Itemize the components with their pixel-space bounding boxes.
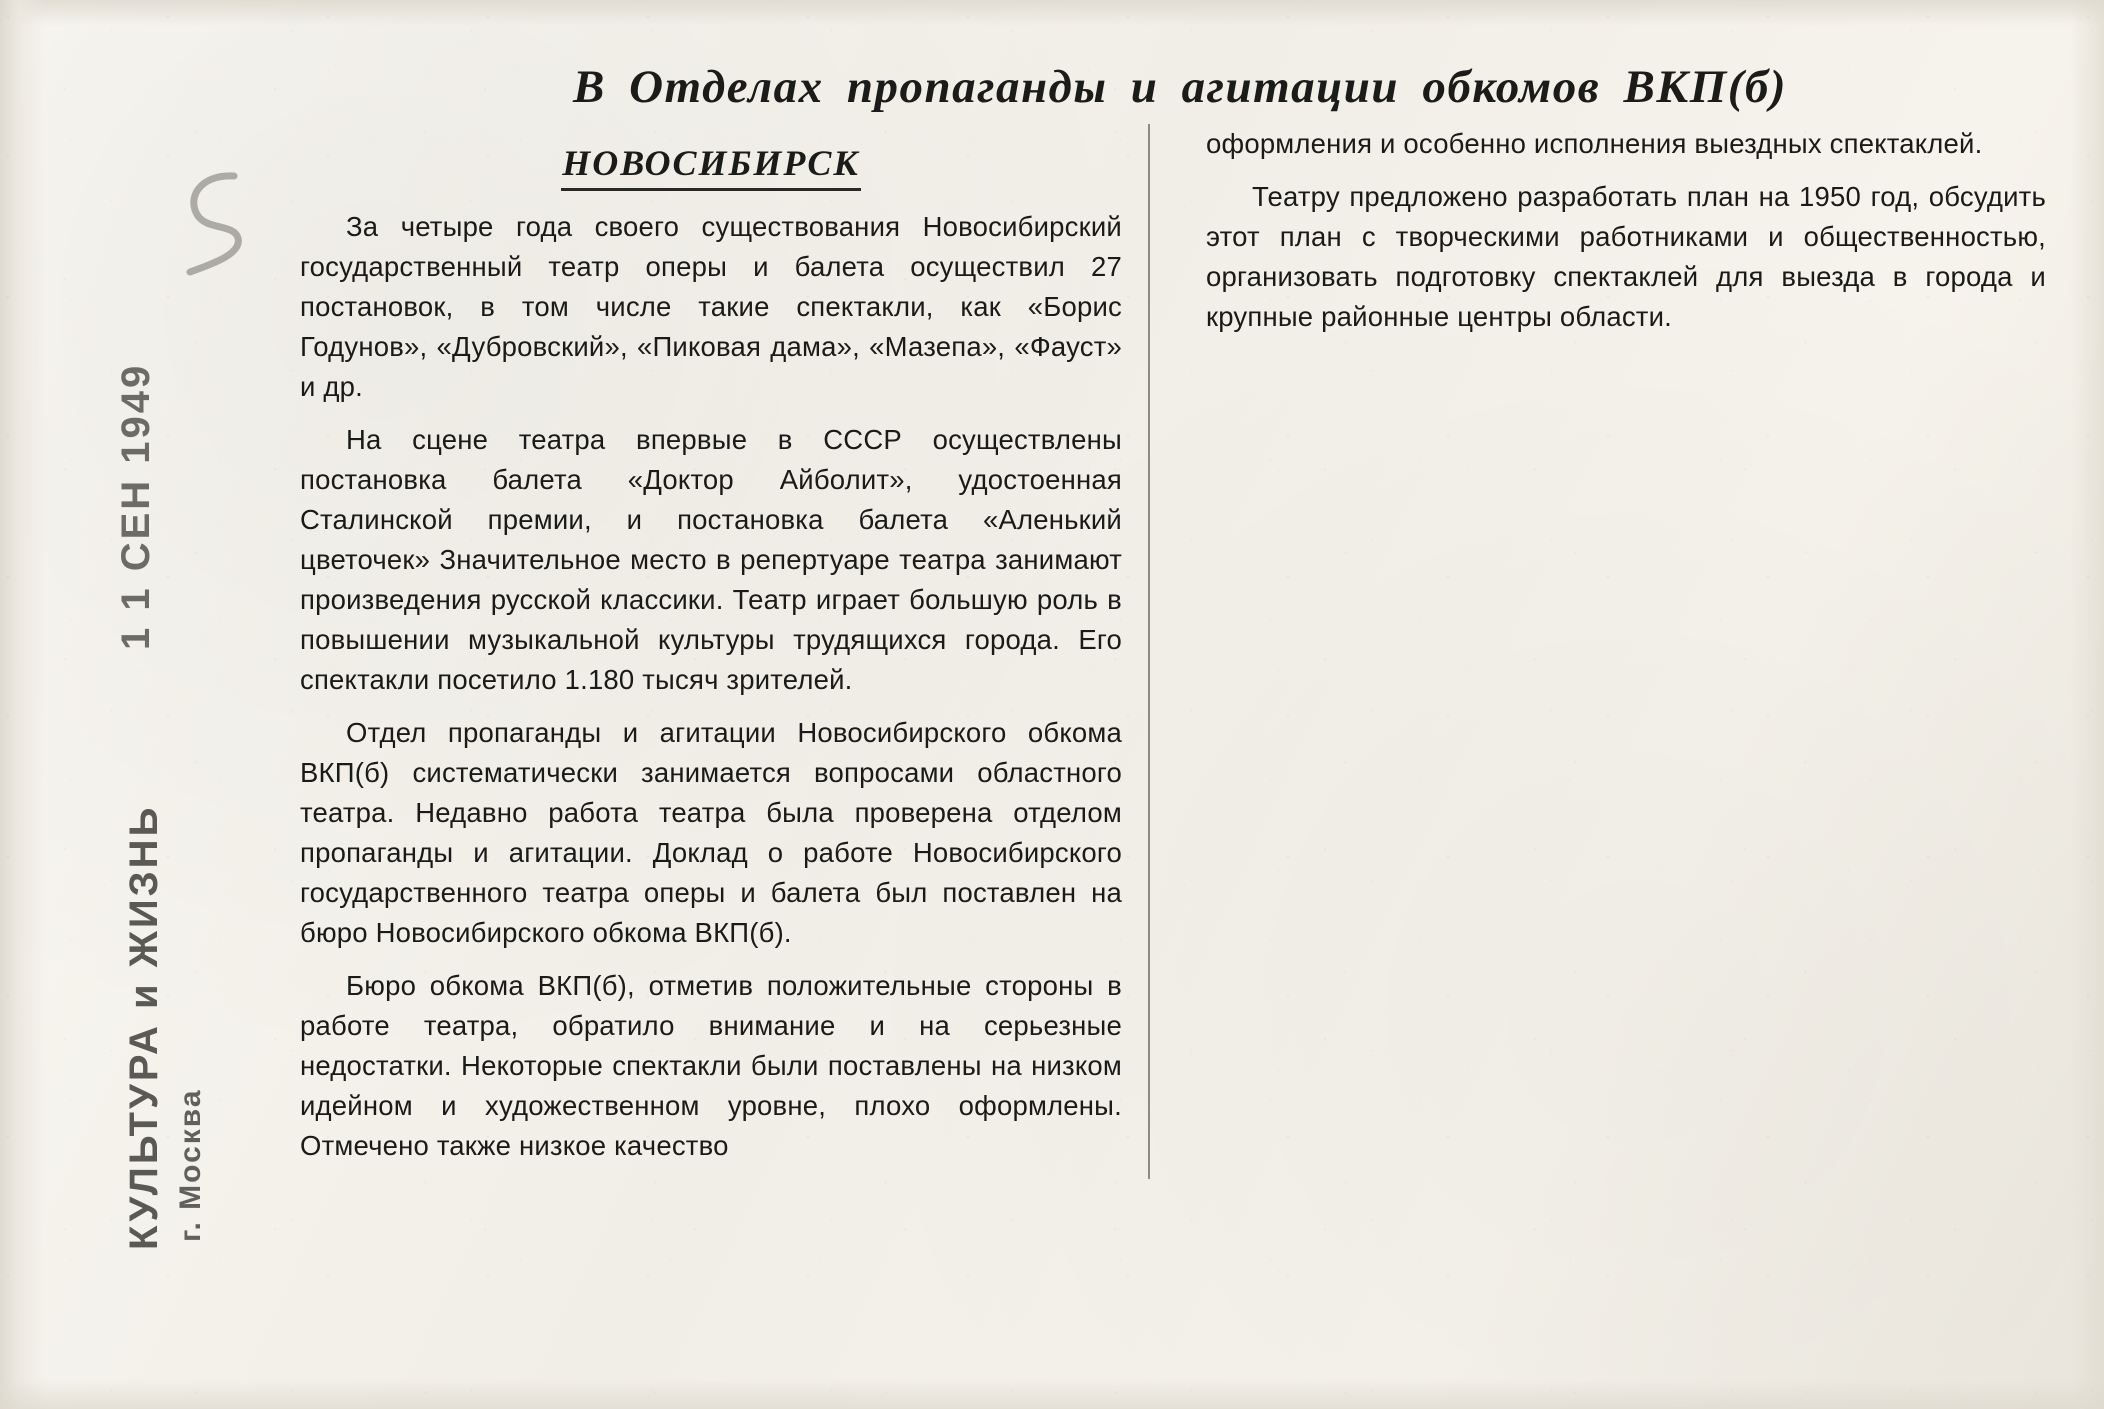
article-column-left <box>300 124 1150 1179</box>
paragraph: Бюро обкома ВКП(б), отметив положительные стороны в работе театра, обратило внимание и на серьезные недостатки. Некоторые спектакли были поставлены на низком идейном и художественном уровне, плохо оформлены. Отмечено также низкое качество <box>300 970 1122 1161</box>
city-dateline: НОВОСИБИРСК <box>562 143 860 183</box>
stamp-date: 1 1 СЕН 1949 <box>114 362 158 650</box>
pencil-squiggle-icon <box>172 168 302 288</box>
archive-stamp <box>52 330 207 1250</box>
paragraph: оформления и особенно исполнения выездных спектаклей. <box>1206 128 1983 159</box>
stamp-journal-name: КУЛЬТУРА и ЖИЗНЬ <box>122 804 166 1250</box>
article-column-right <box>1206 124 2046 350</box>
paper-bottom-edge <box>0 1379 2104 1409</box>
dateline-rule <box>561 188 861 191</box>
paper-right-edge <box>2070 0 2104 1409</box>
article-columns <box>300 124 2060 1179</box>
paragraph: На сцене театра впервые в СССР осуществлены постановка балета «Доктор Айболит», удостоенная Сталинской премии, и постановка балета «Аленький цветочек» Значительное место в репертуаре театра занимают произведения русской классики. Театр играет большую роль в повышении музыкальной культуры трудящихся города. Его спектакли посетило 1.180 тысяч зрителей. <box>300 424 1122 695</box>
article <box>300 60 2060 1179</box>
paragraph: За четыре года своего существования Новосибирский государственный театр оперы и балета осуществил 27 постановок, в том числе такие спектакли, как «Борис Годунов», «Дубровский», «Пиковая дама», «Мазепа», «Фауст» и др. <box>300 211 1122 402</box>
paper-top-edge <box>0 0 2104 26</box>
article-headline: В Отделах пропаганды и агитации обкомов ВКП(б) <box>572 61 1788 113</box>
paragraph: Отдел пропаганды и агитации Новосибирского обкома ВКП(б) систематически занимается вопросами областного театра. Недавно работа театра была проверена отделом пропаганды и агитации. Доклад о работе Новосибирского государственного театра оперы и балета был поставлен на бюро Новосибирского обкома ВКП(б). <box>300 717 1122 948</box>
paragraph: Театру предложено разработать план на 1950 год, обсудить этот план с творческими работниками и общественностью, организовать подготовку спектаклей для выезда в города и крупные районные центры области. <box>1206 181 2046 332</box>
stamp-city: г. Москва <box>174 1088 207 1242</box>
paper-left-edge <box>0 0 46 1409</box>
